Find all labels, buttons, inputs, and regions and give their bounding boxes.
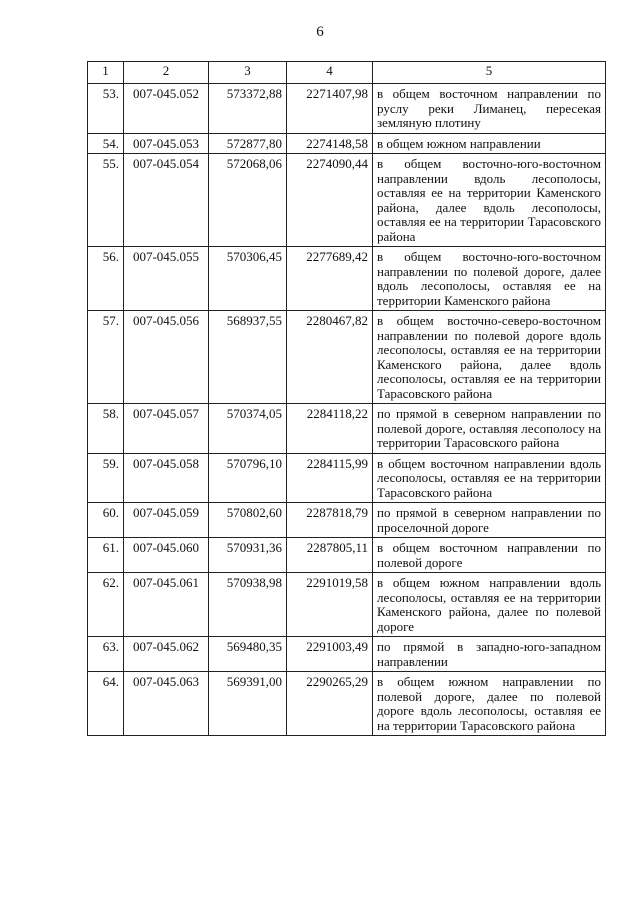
coordinate-y: 2277689,42	[287, 247, 373, 311]
column-header: 3	[209, 62, 287, 84]
row-number: 61.	[88, 538, 124, 573]
table-row	[88, 84, 606, 134]
point-code: 007-045.054	[124, 154, 209, 247]
boundary-description: в общем южном направлении	[373, 133, 606, 154]
row-number: 56.	[88, 247, 124, 311]
coordinate-x: 572877,80	[209, 133, 287, 154]
table-row	[88, 247, 606, 311]
table-row	[88, 538, 606, 573]
coordinate-x: 569480,35	[209, 637, 287, 672]
point-code: 007-045.055	[124, 247, 209, 311]
table-row	[88, 672, 606, 736]
point-code: 007-045.056	[124, 311, 209, 404]
coordinate-y: 2284115,99	[287, 453, 373, 503]
boundary-description: в общем южном направлении по полевой дороге, далее по полевой дороге вдоль лесополосы, оставляя ее на территории Тарасовского района	[373, 672, 606, 736]
coordinate-x: 570938,98	[209, 573, 287, 637]
coordinate-x: 569391,00	[209, 672, 287, 736]
column-header: 2	[124, 62, 209, 84]
boundary-description: в общем южном направлении вдоль лесополосы, оставляя ее на территории Каменского района, далее по полевой дороге	[373, 573, 606, 637]
page-number: 6	[316, 24, 324, 40]
coordinate-y: 2291019,58	[287, 573, 373, 637]
coordinate-y: 2287805,11	[287, 538, 373, 573]
table-row	[88, 133, 606, 154]
row-number: 63.	[88, 637, 124, 672]
coordinate-y: 2287818,79	[287, 503, 373, 538]
row-number: 64.	[88, 672, 124, 736]
boundary-description: по прямой в северном направлении по полевой дороге, оставляя лесополосу на территории Тарасовского района	[373, 404, 606, 454]
coordinate-x: 570306,45	[209, 247, 287, 311]
coordinate-x: 570374,05	[209, 404, 287, 454]
coordinate-y: 2280467,82	[287, 311, 373, 404]
point-code: 007-045.052	[124, 84, 209, 134]
row-number: 58.	[88, 404, 124, 454]
boundary-description: в общем восточном направлении по полевой дороге	[373, 538, 606, 573]
coordinate-y: 2290265,29	[287, 672, 373, 736]
coordinate-x: 568937,55	[209, 311, 287, 404]
boundary-description: в общем восточном направлении вдоль лесополосы, оставляя ее на территории Тарасовского района	[373, 453, 606, 503]
coordinate-y: 2291003,49	[287, 637, 373, 672]
point-code: 007-045.058	[124, 453, 209, 503]
column-header: 4	[287, 62, 373, 84]
row-number: 53.	[88, 84, 124, 134]
coordinate-y: 2274090,44	[287, 154, 373, 247]
point-code: 007-045.057	[124, 404, 209, 454]
column-header: 5	[373, 62, 606, 84]
boundary-description: в общем восточно-северо-восточном направлении по полевой дороге вдоль лесополосы, оставляя ее на территории Каменского района, далее вдоль лесополосы, оставляя ее на территории Тарасовского района	[373, 311, 606, 404]
point-code: 007-045.062	[124, 637, 209, 672]
row-number: 60.	[88, 503, 124, 538]
point-code: 007-045.059	[124, 503, 209, 538]
row-number: 55.	[88, 154, 124, 247]
coordinate-x: 570802,60	[209, 503, 287, 538]
point-code: 007-045.063	[124, 672, 209, 736]
boundary-points-table	[87, 61, 606, 736]
row-number: 62.	[88, 573, 124, 637]
point-code: 007-045.061	[124, 573, 209, 637]
row-number: 54.	[88, 133, 124, 154]
coordinate-x: 573372,88	[209, 84, 287, 134]
boundary-description: по прямой в северном направлении по проселочной дороге	[373, 503, 606, 538]
table-row	[88, 404, 606, 454]
table-row	[88, 637, 606, 672]
row-number: 57.	[88, 311, 124, 404]
table-row	[88, 573, 606, 637]
table-row	[88, 503, 606, 538]
coordinate-x: 570931,36	[209, 538, 287, 573]
point-code: 007-045.053	[124, 133, 209, 154]
row-number: 59.	[88, 453, 124, 503]
table-row	[88, 311, 606, 404]
coordinate-y: 2271407,98	[287, 84, 373, 134]
boundary-description: в общем восточном направлении по руслу реки Лиманец, пересекая земляную плотину	[373, 84, 606, 134]
boundary-description: по прямой в западно-юго-западном направлении	[373, 637, 606, 672]
coordinate-x: 570796,10	[209, 453, 287, 503]
boundary-description: в общем восточно-юго-восточном направлении вдоль лесополосы, оставляя ее на территории Каменского района, далее вдоль лесополосы, оставляя ее на территории Тарасовского района	[373, 154, 606, 247]
column-header: 1	[88, 62, 124, 84]
coordinate-y: 2284118,22	[287, 404, 373, 454]
table-row	[88, 453, 606, 503]
table-header-row	[88, 62, 606, 84]
boundary-description: в общем восточно-юго-восточном направлении по полевой дороге, далее вдоль лесополосы, оставляя ее на территории Каменского района	[373, 247, 606, 311]
table-row	[88, 154, 606, 247]
coordinate-x: 572068,06	[209, 154, 287, 247]
point-code: 007-045.060	[124, 538, 209, 573]
coordinate-y: 2274148,58	[287, 133, 373, 154]
